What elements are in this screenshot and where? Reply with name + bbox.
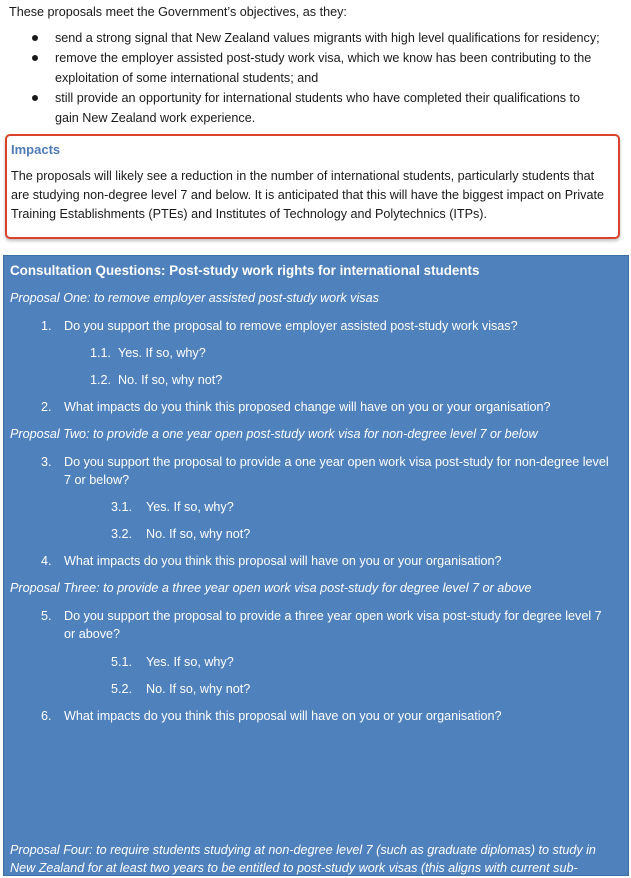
list-item xyxy=(30,28,615,48)
question-6: What impacts do you think this proposal will have on you or your organisation? xyxy=(64,709,502,723)
proposal-one-heading: Proposal One: to remove employer assisted post-study work visas xyxy=(10,291,379,305)
impacts-heading: Impacts xyxy=(11,142,61,157)
question-number: 1. xyxy=(41,319,52,333)
consultation-heading: Consultation Questions: Post-study work rights for international students xyxy=(10,263,480,278)
consultation-questions-box xyxy=(3,255,629,876)
question-3-line-2: 7 or below? xyxy=(64,473,130,487)
sub-question-number: 1.1. xyxy=(90,346,112,360)
question-number: 5. xyxy=(41,609,52,623)
question-4: What impacts do you think this proposal will have on you or your organisation? xyxy=(64,554,502,568)
sub-question-number: 1.2. xyxy=(90,373,112,387)
impacts-line: The proposals will likely see a reduction in the number of international students, particularly students that xyxy=(11,169,595,183)
proposal-two-heading: Proposal Two: to provide a one year open post-study work visa for non-degree level 7 or below xyxy=(10,427,538,441)
sub-question-3-1: Yes. If so, why? xyxy=(146,500,234,514)
impacts-callout xyxy=(5,134,620,239)
question-5-line-2: or above? xyxy=(64,627,121,641)
question-3-line-1: Do you support the proposal to provide a one year open work visa post-study for non-degree level xyxy=(64,455,609,469)
bullet-text: remove the employer assisted post-study work visa, which we know has been contributing to the xyxy=(55,51,592,65)
question-5-line-1: Do you support the proposal to provide a three year open work visa post-study for degree level 7 xyxy=(64,609,602,623)
question-number: 3. xyxy=(41,455,52,469)
bullet-text: still provide an opportunity for international students who have completed their qualifications to xyxy=(55,91,581,105)
question-number: 4. xyxy=(41,554,52,568)
proposal-three-heading: Proposal Three: to provide a three year open work visa post-study for degree level 7 or above xyxy=(10,581,532,595)
bullet-text: send a strong signal that New Zealand values migrants with high level qualifications for residency; xyxy=(55,31,600,45)
question-1: Do you support the proposal to remove employer assisted post-study work visas? xyxy=(64,319,518,333)
impacts-line: Training Establishments (PTEs) and Institutes of Technology and Polytechnics (ITPs). xyxy=(11,207,487,221)
question-number: 6. xyxy=(41,709,52,723)
impacts-paragraph xyxy=(11,167,616,224)
sub-question-3-2: No. If so, why not? xyxy=(146,527,251,541)
bullet-text: gain New Zealand work experience. xyxy=(55,111,256,125)
sub-question-5-2: No. If so, why not? xyxy=(146,682,251,696)
question-number: 2. xyxy=(41,400,52,414)
sub-question-1-2: No. If so, why not? xyxy=(118,373,223,387)
sub-question-5-1: Yes. If so, why? xyxy=(146,655,234,669)
sub-question-number: 5.1. xyxy=(111,655,133,669)
list-item xyxy=(30,88,615,128)
question-2: What impacts do you think this proposed change will have on you or your organisation? xyxy=(64,400,551,414)
objectives-list xyxy=(30,28,615,128)
impacts-line: are studying non-degree level 7 and below. It is anticipated that this will have the biggest impact on Private xyxy=(11,188,604,202)
bullet-icon xyxy=(32,95,38,101)
sub-question-1-1: Yes. If so, why? xyxy=(118,346,206,360)
bullet-icon xyxy=(32,35,38,41)
list-item xyxy=(30,48,615,88)
proposal-four-heading-line-1: Proposal Four: to require students studying at non-degree level 7 (such as graduate diplomas) to study in xyxy=(10,843,596,857)
intro-text: These proposals meet the Government’s objectives, as they: xyxy=(9,5,347,19)
proposal-four-heading-line-2: New Zealand for at least two years to be entitled to post-study work visas (this aligns with current sub- xyxy=(10,861,578,875)
sub-question-number: 3.2. xyxy=(111,527,133,541)
sub-question-number: 5.2. xyxy=(111,682,133,696)
bullet-icon xyxy=(32,55,38,61)
bullet-text: exploitation of some international students; and xyxy=(55,71,319,85)
sub-question-number: 3.1. xyxy=(111,500,133,514)
